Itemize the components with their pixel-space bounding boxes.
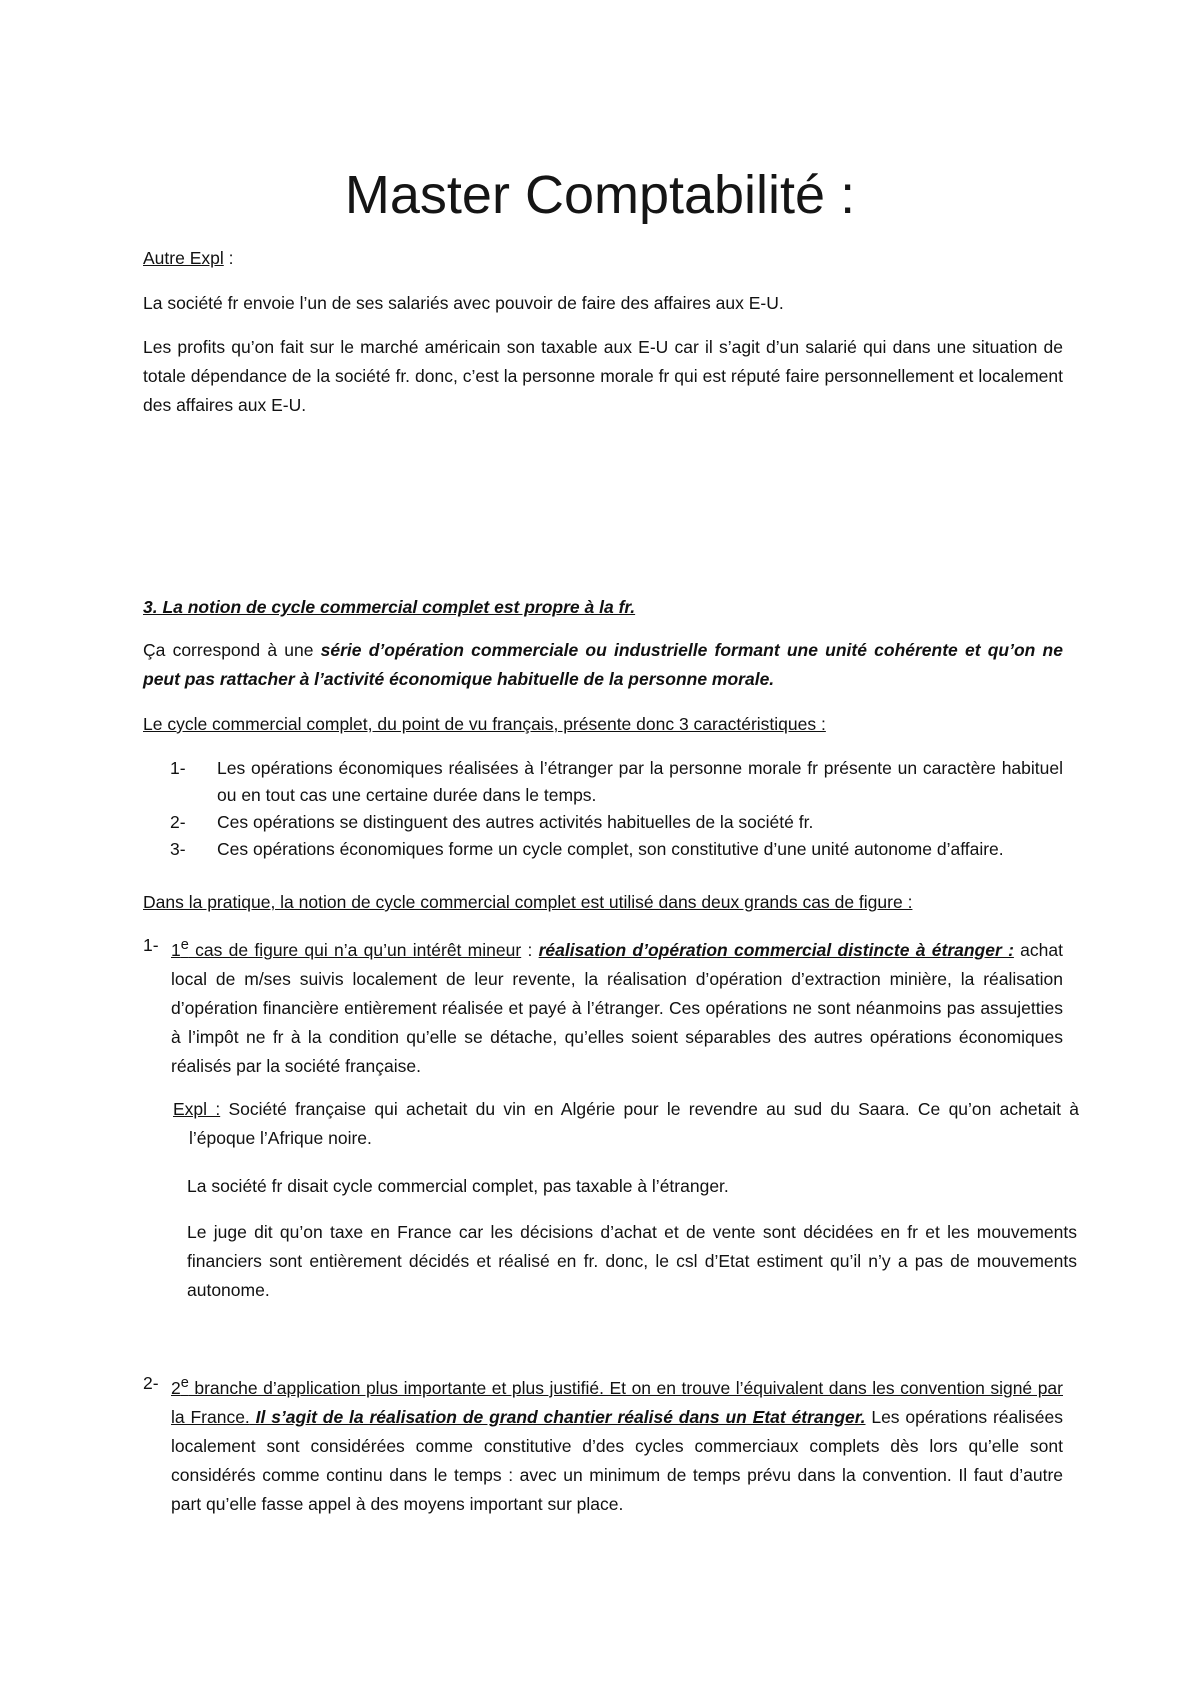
case-1-example [173, 1095, 1079, 1153]
case-1-emphasis: réalisation d’opération commercial distincte à étranger : [538, 939, 1014, 960]
criteria-item [170, 755, 1063, 809]
case-1-number: 1- [143, 935, 159, 955]
case-2 [143, 1369, 1063, 1519]
practice-heading: Dans la pratique, la notion de cycle commercial complet est utilisé dans deux grands cas de figure : [143, 892, 913, 912]
case-1-lead: 1e cas de figure qui n’a qu’un intérêt mineur [171, 937, 522, 960]
case-1-body [171, 931, 1063, 1081]
paragraph-2: Les profits qu’on fait sur le marché américain son taxable aux E-U car il s’agit d’un salarié qui dans une situation de totale dépendance de la société fr. donc, c’est la personne morale fr qui est réputé faire personnellement et localement des affaires aux E-U. [143, 337, 1063, 415]
case-1-example-label: Expl : [173, 1099, 221, 1119]
example-label: Autre Expl [143, 248, 224, 268]
case-1-colon: : [521, 939, 539, 960]
paragraph-1: La société fr envoie l’un de ses salariés avec pouvoir de faire des affaires aux E-U. [143, 293, 784, 313]
case-2-text: Les opérations réalisées localement sont considérées comme constitutive d’des cycles commerciaux complets dès lors qu’elle sont considérés comme continu dans le temps : avec un minimum de temps prévu dans la convention. Il faut d’autre part qu’elle fasse appel à des moyens important sur place. [171, 1406, 1063, 1514]
criteria-text: Ces opérations économiques forme un cycle complet, son constitutive d’une unité autonome d’affaire. [217, 839, 1004, 859]
criteria-number: 1- [170, 758, 186, 778]
criteria-list [170, 755, 1063, 863]
criteria-number: 2- [170, 812, 186, 832]
case-2-body [171, 1369, 1063, 1519]
example-label-line [143, 244, 1063, 273]
criteria-number: 3- [170, 839, 186, 859]
criteria-item [170, 836, 1063, 863]
case-1-example-p3: Le juge dit qu’on taxe en France car les décisions d’achat et de vente sont décidées en fr et les mouvements financiers sont entièrement décidés et réalisé en fr. donc, le csl d’Etat estiment qu’il n’y a pas de mouvements autonome. [187, 1222, 1077, 1300]
case-1-text: achat local de m/ses suivis localement de leur revente, la réalisation d’opération d’extraction minière, la réalisation d’opération financière entièrement réalisée et payé à l’étranger. Ces opérations ne sont néanmoins pas assujetties à l’impôt ne fr à la condition qu’elle se détache, qu’elles soient séparables des autres opérations économiques réalisés par la société française. [171, 939, 1063, 1076]
case-2-number: 2- [143, 1373, 159, 1393]
section-3-heading: 3. La notion de cycle commercial complet est propre à la fr. [143, 597, 636, 617]
case-2-emphasis: Il s’agit de la réalisation de grand chantier réalisé dans un Etat étranger. [249, 1406, 866, 1427]
criteria-text: Ces opérations se distinguent des autres activités habituelles de la société fr. [217, 812, 814, 832]
section-3-intro [143, 636, 1063, 694]
section-3-intro-emphasis: série d’opération commerciale ou industrielle formant une unité cohérente et qu’on ne peut pas rattacher à l’activité économique habituelle de la personne morale. [143, 640, 1063, 689]
criteria-item [170, 809, 1063, 836]
criteria-heading: Le cycle commercial complet, du point de vu français, présente donc 3 caractéristiques : [143, 714, 826, 734]
page-title: Master Comptabilité : [344, 165, 856, 225]
case-1-example-p2: La société fr disait cycle commercial complet, pas taxable à l’étranger. [187, 1176, 729, 1196]
criteria-text: Les opérations économiques réalisées à l’étranger par la personne morale fr présente un caractère habituel ou en tout cas une certaine durée dans le temps. [217, 758, 1063, 805]
case-1-example-text: Société française qui achetait du vin en Algérie pour le revendre au sud du Saara. Ce qu’on achetait à l’époque l’Afrique noire. [189, 1099, 1079, 1148]
case-1 [143, 931, 1063, 1081]
example-colon: : [223, 248, 234, 268]
case-2-lead: 2e branche d’application plus importante et plus justifié. Et on en trouve l’équivalent dans les convention signé par la France. [171, 1375, 1063, 1427]
section-3-intro-start: Ça correspond à une [143, 640, 321, 660]
